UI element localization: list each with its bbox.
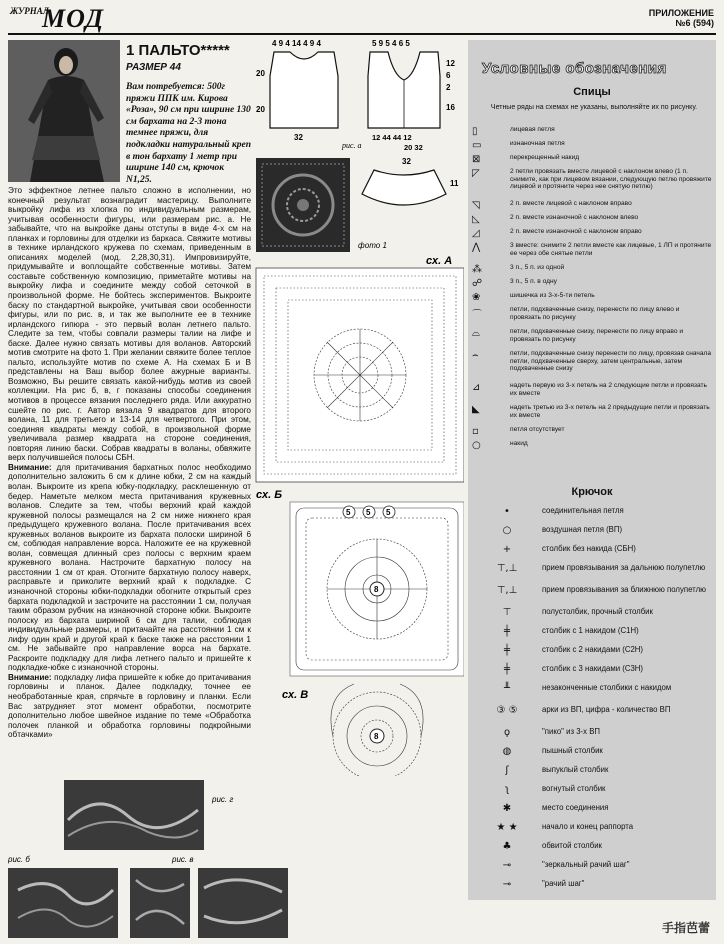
- legend-text: "рачий шаг": [542, 879, 585, 888]
- legend-text: начало и конец раппорта: [542, 822, 634, 831]
- logo-small-text: ЖУРНАЛ: [10, 6, 49, 16]
- arch-5-c: 5: [386, 508, 391, 517]
- legend-text: столбик с 3 накидами (С3Н): [542, 664, 644, 673]
- legend-text: лицевая петля: [510, 126, 555, 133]
- figure-g-photo: [64, 780, 204, 850]
- legend-crochet-item: [472, 860, 712, 871]
- body-paragraph-3: подкладку лифа пришейте к юбке до притачивания горловины и планок. Далее подкладку, точнее ее необработанные края, спрячьте в горловину и планки. Если Вас затрудняет этот момент обработки, посмотрите дополнительно любое швейное издание по теме «Обработка полочек планкой и обработка горловины подкройными обтачками»: [8, 672, 251, 740]
- legend-crochet-item: [472, 822, 712, 833]
- dim-bottom-right: 12 44 44 12: [372, 133, 412, 142]
- dim-6: 6: [446, 71, 451, 80]
- legend-knit-item: [472, 440, 712, 451]
- materials-text: Вам потребуется: 500г пряжи ППК им. Кирова «Роза», 90 см при ширине 130 см бархата на 2-3 тона темнее пряжи, для подкладки натуральный креп в тон бархату 1 метр при ширине 140 см, крючок N1,25.: [126, 82, 252, 185]
- legend-knit-item: [472, 404, 712, 419]
- legend-knit-item: [472, 278, 712, 289]
- legend-symbol-icon: ★ ★: [496, 822, 518, 833]
- legend-symbol-icon: ◍: [502, 746, 512, 757]
- legend-symbol-icon: ○: [472, 440, 481, 451]
- legend-text: 2 п. вместе изнаночной с наклоном влево: [510, 214, 639, 221]
- legend-crochet-item: [472, 664, 712, 675]
- legend-text: воздушная петля (ВП): [542, 525, 623, 534]
- legend-text: столбик с 1 накидом (С1Н): [542, 626, 639, 635]
- body-paragraph-2: для притачивания бархатных полос необходимо дополнительно заложить 6 см к длине юбки, 2 см на каждый волан. Выкроите из крепа юбку-подкладку, расклешенную от бедер. Наметьте мелком места притачивания кружевных воланов. Следите за тем, чтобы верхний край каждой кружевной полосы размещался на 2 см ниже нижнего края предыдущего кружевного волана. После притачивания всех кружевных воланов выкроите из бархата полоски шириной 6 см, соблюдая направление ворса. Наложите ее на кружевной волан, совмещая длинный срез полосы с верхним краем кружевного волана. Настрочите бархатную полосу на расстоянии 1 см от края. Отогните бархатную полосу наверх, расправьте и приколите верхний край к подкладке. С изнаночной стороны юбки-подкладки обогните открытый срез бархата подкладкой и застрочите на расстоянии 1 см, получая таким образом рубчик на изнаночной стороне юбки. Выкроите полоску из бархата шириной 6 см для талии, соблюдая индивидуальные размеры, и притачайте на расстоянии 1 см к лифу один край и другой край к баске также на расстоянии 1 см. Не забывайте про направление ворса на бархате. Раскроите подкладку для лифа летнего пальто и пришейте к подкладке-юбке с изнаночной стороны.: [8, 462, 252, 673]
- arch-5-b: 5: [366, 508, 371, 517]
- header-divider: [8, 33, 716, 35]
- legend-text: "зеркальный рачий шаг": [542, 860, 630, 869]
- figure-b-photo: [8, 868, 118, 938]
- legend-text: прием провязывания за ближнюю полупетлю: [542, 585, 706, 594]
- legend-crochet-item: [472, 544, 712, 555]
- dim-20b: 20: [256, 105, 265, 114]
- legend-crochet-item: [472, 607, 712, 618]
- legend-text: 3 п., 5 п. из одной: [510, 264, 565, 271]
- legend-knit-item: [472, 242, 712, 257]
- legend-text: место соединения: [542, 803, 609, 812]
- dim-11: 11: [450, 179, 459, 188]
- legend-text: выпуклый столбик: [542, 765, 609, 774]
- model-photo: [8, 40, 120, 182]
- legend-crochet-item: [472, 645, 712, 656]
- legend-text: изнаночная петля: [510, 140, 565, 147]
- legend-crochet-item: [472, 506, 712, 517]
- back-pattern-piece: [270, 52, 338, 128]
- legend-knit-item: [472, 154, 712, 165]
- legend-symbol-icon: ʃ: [505, 765, 509, 776]
- legend-text: петли, подхваченные снизу, перенести по лицу вправо и провязать по рисунку: [510, 328, 684, 343]
- legend-crochet-item: [472, 563, 712, 574]
- figure-b2-photo: [130, 868, 190, 938]
- legend-symbol-icon: ⁂: [472, 264, 482, 275]
- legend-symbol-icon: ⌓: [472, 328, 480, 339]
- legend-text: незаконченные столбики с накидом: [542, 683, 672, 692]
- legend-knit-item: [472, 214, 712, 225]
- legend-crochet-item: [472, 784, 712, 795]
- legend-text: 2 п. вместе изнаночной с наклоном вправо: [510, 228, 642, 235]
- legend-symbol-icon: ▯: [472, 126, 478, 137]
- legend-symbol-icon: ╨: [503, 683, 511, 694]
- legend-text: 3 вместе: снимите 2 петли вместе как лицевые, 1 ЛП и протяните ее через обе снятые петли: [510, 242, 712, 257]
- legend-knit-item: [472, 350, 712, 373]
- legend-knit-item: [472, 264, 712, 275]
- legend-symbol-icon: ╪: [503, 664, 511, 675]
- legend-symbol-icon: ▫: [472, 426, 479, 437]
- legend-crochet-heading: Крючок: [571, 486, 613, 498]
- legend-crochet-item: [472, 746, 712, 757]
- legend-panel: [468, 40, 716, 900]
- legend-symbol-icon: ϙ: [503, 727, 511, 738]
- legend-symbol-icon: •: [504, 506, 510, 517]
- legend-knit-item: [472, 382, 712, 397]
- article-body: [8, 186, 251, 740]
- legend-text: надеть третью из 3-х петель на 2 предыдущие петли и провязать их вместе: [510, 404, 710, 419]
- dim-12: 12: [446, 59, 455, 68]
- figure-v-photo: [198, 868, 288, 938]
- watermark: 手指芭蕾: [661, 921, 710, 935]
- photo-1-label: фото 1: [358, 241, 387, 250]
- legend-symbol-icon: ⊿: [472, 382, 481, 393]
- legend-text: вогнутый столбик: [542, 784, 606, 793]
- legend-text: соединительная петля: [542, 506, 624, 515]
- legend-symbol-icon: ⊠: [472, 154, 481, 165]
- legend-text: петли, подхваченные снизу, перенести по лицу влево и провязать по рисунку: [510, 306, 680, 321]
- legend-symbol-icon: ʅ: [504, 784, 510, 795]
- fig-v-label: рис. в: [172, 855, 194, 864]
- legend-symbol-icon: ⊸: [502, 860, 512, 871]
- legend-crochet-item: [472, 683, 712, 694]
- legend-symbol-icon: ◸: [472, 168, 480, 179]
- legend-symbol-icon: ⊤,⊥: [496, 585, 518, 596]
- legend-symbol-icon: ◿: [472, 228, 480, 239]
- legend-symbol-icon: ⋀: [472, 242, 481, 253]
- legend-symbol-icon: ♣: [502, 841, 512, 852]
- issue-info: [649, 8, 714, 28]
- legend-text: полустолбик, прочный столбик: [542, 607, 653, 616]
- legend-crochet-item: [472, 626, 712, 637]
- legend-symbol-icon: ╪: [503, 645, 511, 656]
- legend-text: петля отсутствует: [510, 426, 565, 433]
- dim-2: 2: [446, 83, 451, 92]
- center-8: 8: [374, 585, 379, 594]
- supplement-label: ПРИЛОЖЕНИЕ: [648, 8, 714, 18]
- legend-symbol-icon: ⊤,⊥: [496, 563, 518, 574]
- legend-text: перекрещенный накид: [510, 154, 580, 161]
- legend-knit-item: [472, 228, 712, 239]
- legend-symbol-icon: ╪: [503, 626, 511, 637]
- attention-label-2: Внимание:: [8, 672, 52, 682]
- legend-symbol-icon: ⌒: [472, 310, 482, 321]
- legend-symbol-icon: ❀: [472, 292, 481, 303]
- dim-32: 32: [294, 133, 303, 142]
- legend-text: петли, подхваченные снизу перенести по лицу, провязав сначала петли, подхваченные сверху, затем центральные, затем подхваченные снизу: [510, 350, 711, 373]
- dim-20a: 20: [256, 69, 265, 78]
- legend-crochet-item: [472, 803, 712, 814]
- dim-top-left: 4 9 4 14 4 9 4: [272, 39, 321, 48]
- legend-text: 2 петли провязать вместе лицевой с наклоном влево (1 п. снимите, как при лицевом вязании, следующую петлю провяжите лицевой и протяните через нее снятую петлю): [510, 168, 712, 191]
- dim-bottom-right2: 20 32: [404, 143, 423, 152]
- legend-knitting-heading: Спицы: [573, 86, 611, 98]
- legend-text: надеть первую из 3-х петель на 2 следующие петли и провязать их вместе: [510, 382, 707, 397]
- body-paragraph-1: Это эффектное летнее пальто сложно в исполнении, но конечный результат вознаградит мастерицу. Выполните выкройку лифа из хлопка по индивидуальным размерам, учитывая особенности фигуры, или размерам рис. а. Не забывайте, что на выкройке даны отступы в виде 4-х см на планках и горловины для отделки из баркаса. Свяжите мотивы в технике ирландского кружева по схемам, приведенным в описаниях моделей (мод. 2,28,30,31). Импровизируйте, придумывайте и воплощайте собственные мотивы. Затем составьте собственную композицию, приметайте мотивы на выкройку лифа и соедините между собой сеточкой в произвольной форме. Не бойтесь экспериментов. Выкроите баску по стандартной выкройке, учитывая свои особенности фигуры, или по рис. в, и так же выполните ее в технике ирландского гипюра - это первый волан летнего пальто. Следите за тем, чтобы совпали размеры талии на лифе и баске. Далее нужно связать мотивы для воланов. Авторский мотив смотрите на фото 1. При желании свяжите более теплое пальто, используйте мотив по схеме А. На схемах Б и В представлены на Ваш выбор более ажурные варианты. Возможно, Вы решите связать какой-нибудь мотив из своей коллекции. На рис б, в, г показаны способы соединения мотивов в процессе вязания последнего ряда. Или аккуратно сшейте по рис. г. Автор вязала 9 квадратов для второго волана, 11 для третьего и 13-14 для четвертого. При этом, соединяя квадраты между собой, в произвольной форме увеличивала размер квадрата на стороне соединения, повторяя линию баски. Собрав квадраты в воланы, обвяжите верх получившейся полосы СБН.: [8, 186, 251, 463]
- legend-text: столбик с 2 накидами (С2Н): [542, 645, 644, 654]
- fig-g-label: рис. г: [212, 795, 234, 804]
- legend-symbol-icon: ③ ⑤: [496, 705, 518, 716]
- legend-knit-item: [472, 306, 712, 321]
- schemes-column: [254, 36, 464, 776]
- joining-figures: [8, 780, 468, 940]
- center-8b: 8: [374, 732, 379, 741]
- legend-knit-item: [472, 292, 712, 303]
- legend-text: накид: [510, 440, 528, 447]
- legend-knit-item: [472, 200, 712, 211]
- dim-16: 16: [446, 103, 455, 112]
- magazine-logo: [8, 4, 104, 34]
- legend-text: пышный столбик: [542, 746, 603, 755]
- legend-knit-item: [472, 168, 712, 191]
- legend-text: столбик без накида (СБН): [542, 544, 636, 553]
- legend-symbol-icon: ◣: [472, 404, 480, 415]
- logo-text: МОД: [42, 4, 105, 33]
- legend-crochet-item: [472, 841, 712, 852]
- legend-symbol-icon: ⊤: [502, 607, 512, 618]
- legend-text: "пико" из 3-х ВП: [542, 727, 601, 736]
- legend-symbol-icon: ⌢: [472, 350, 479, 361]
- article-size: РАЗМЕР 44: [126, 62, 181, 73]
- fig-b-label: рис. б: [8, 855, 30, 864]
- legend-title: Условные обозначения: [482, 60, 667, 77]
- flounce-pattern: [362, 170, 446, 205]
- arch-5-a: 5: [346, 508, 351, 517]
- legend-symbol-icon: ✱: [502, 803, 512, 814]
- legend-text: 2 п. вместе лицевой с наклоном вправо: [510, 200, 632, 207]
- legend-symbol-icon: ○: [502, 525, 512, 536]
- scheme-a-label: сх. А: [426, 255, 453, 267]
- legend-symbol-icon: ⊸: [502, 879, 512, 890]
- legend-crochet-item: [472, 765, 712, 776]
- legend-crochet-item: [472, 585, 712, 596]
- dim-32b: 32: [402, 157, 411, 166]
- legend-symbol-icon: ▭: [472, 140, 482, 151]
- legend-crochet-item: [472, 705, 712, 716]
- legend-symbol-icon: +: [502, 544, 512, 555]
- fig-a-label: рис. а: [342, 141, 362, 150]
- legend-crochet-item: [472, 727, 712, 738]
- dim-top-right: 5 9 5 4 6 5: [372, 39, 410, 48]
- legend-symbol-icon: ☍: [472, 278, 483, 289]
- legend-text: 3 п., 5 п. в одну: [510, 278, 557, 285]
- attention-label-1: Внимание:: [8, 462, 52, 472]
- legend-knit-item: [472, 126, 712, 137]
- legend-knit-item: [472, 426, 712, 437]
- legend-crochet-item: [472, 879, 712, 890]
- legend-note: Четные ряды на схемах не указаны, выполняйте их по рисунку.: [490, 104, 698, 111]
- legend-knit-item: [472, 140, 712, 151]
- legend-text: прием провязывания за дальнюю полупетлю: [542, 563, 706, 572]
- legend-text: шишечка из 3-х-5-ти петель: [510, 292, 595, 299]
- legend-symbol-icon: ◹: [472, 200, 480, 211]
- scheme-v-label: сх. В: [282, 689, 309, 701]
- issue-number: №6 (594): [675, 18, 714, 28]
- legend-knit-item: [472, 328, 712, 343]
- legend-text: обвитой столбик: [542, 841, 602, 850]
- legend-crochet-item: [472, 525, 712, 536]
- legend-text: арки из ВП, цифра - количество ВП: [542, 705, 671, 714]
- legend-symbol-icon: ◺: [472, 214, 480, 225]
- scheme-b-label: сх. Б: [256, 489, 282, 501]
- article-title: 1 ПАЛЬТО*****: [126, 42, 230, 59]
